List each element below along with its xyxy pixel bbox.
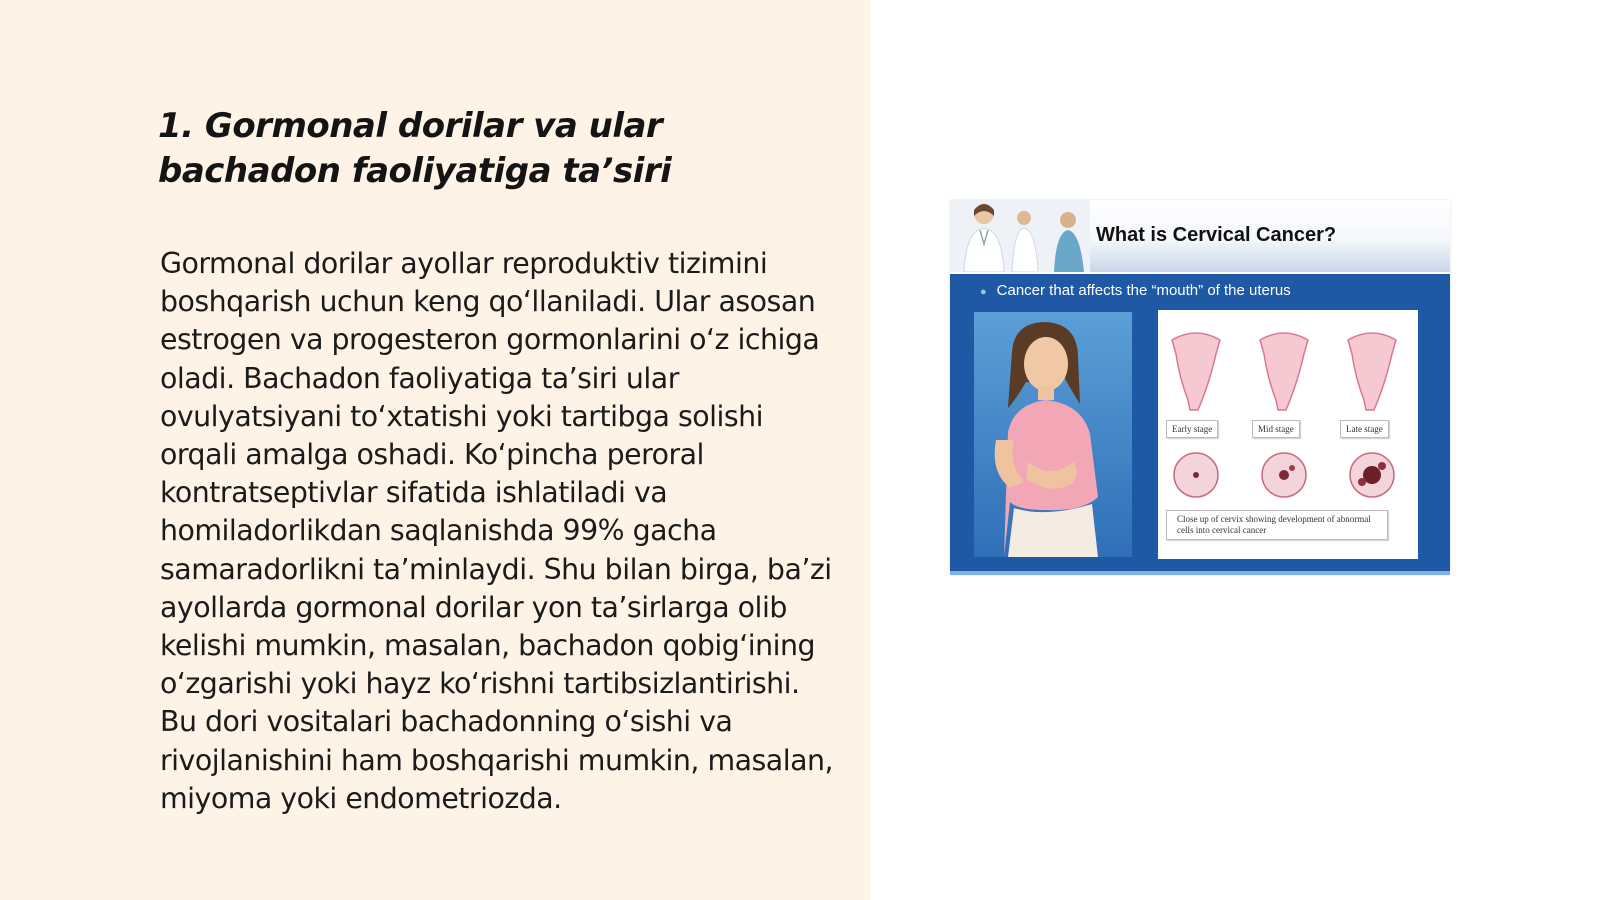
stage-label-mid: Mid stage [1252,420,1300,438]
bullet-dot-icon: ● [980,286,987,298]
image-footer-bar [950,571,1450,575]
stage-label-early: Early stage [1166,420,1218,438]
woman-in-pain-illustration [974,312,1132,557]
image-header [950,200,1450,274]
image-title: What is Cervical Cancer? [1096,224,1337,246]
woman-photo [974,312,1132,557]
slide-body-text: Gormonal dorilar ayollar reproduktiv tizimini boshqarish uchun keng qo‘llaniladi. Ular asosan estrogen va progesteron gormonlarini o‘z ichiga oladi. Bachadon faoliyatiga ta’siri ular ovulyatsiyani to‘xtatishi yoki tartibga solishi orqali amalga oshadi. Ko‘pincha peroral kontratseptivlar sifatida ishlatiladi va homiladorlikdan saqlanishda 99% gacha samaradorlikni ta’minlaydi. Shu bilan birga, ba’zi ayollarda gormonal dorilar yon ta’sirlarga olib kelishi mumkin, masalan, bachadon qobig‘ining o‘zgarishi yoki hayz ko‘rishni tartibsizlantirishi. Bu dori vositalari bachadonning o‘sishi va rivojlanishini ham boshqarishi mumkin, masalan, miyoma yoki endometriozda. [160,247,834,815]
stage-label-late: Late stage [1340,420,1389,438]
image-bullet [980,282,1291,299]
doctors-illustration [950,200,1090,272]
cervical-cancer-image [950,200,1450,575]
slide-title: 1. Gormonal dorilar va ular bachadon faoliyatiga ta’siri [158,106,672,191]
cervix-stages-diagram [1158,310,1418,559]
diagram-caption: Close up of cervix showing development of abnormal cells into cervical cancer [1166,510,1388,540]
image-bullet-text: Cancer that affects the “mouth” of the uterus [996,282,1291,299]
